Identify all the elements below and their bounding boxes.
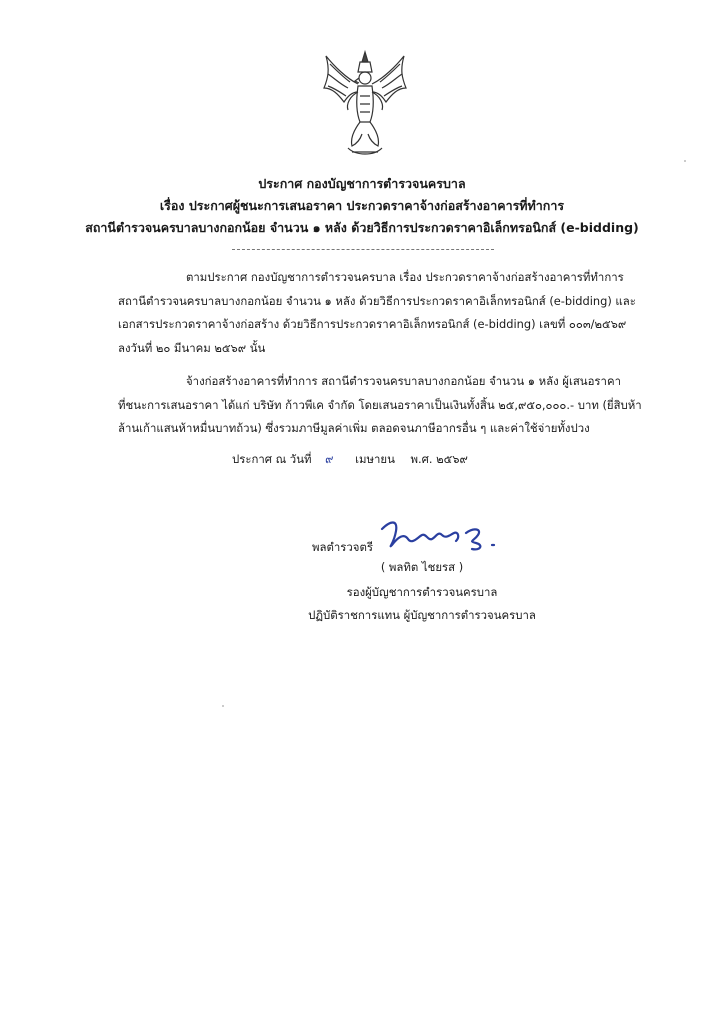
scan-speck <box>684 160 686 162</box>
date-prefix: ประกาศ ณ วันที่ <box>232 452 312 466</box>
date-month: เมษายน <box>355 452 395 466</box>
announcement-date <box>232 451 468 469</box>
announcement-subject-cont: สถานีตำรวจนครบาลบางกอกน้อย จำนวน ๑ หลัง ด้วยวิธีการประกวดราคาอิเล็กทรอนิกส์ (e-bidding) <box>85 220 639 235</box>
signer-position: รองผู้บัญชาการตำรวจนครบาล <box>346 585 498 599</box>
paragraph-2-line: ล้านเก้าแสนห้าหมื่นบาทถ้วน) ซึ่งรวมภาษีมูลค่าเพิ่ม ตลอดจนภาษีอากรอื่น ๆ และค่าใช้จ่ายทั้งปวง <box>118 421 590 435</box>
paragraph-1-line: เอกสารประกวดราคาจ้างก่อสร้าง ด้วยวิธีการประกวดราคาอิเล็กทรอนิกส์ (e-bidding) เลขที่ ๐๐๓/๒๕๖๙ <box>118 317 627 331</box>
announcement-subject: เรื่อง ประกาศผู้ชนะการเสนอราคา ประกวดราคาจ้างก่อสร้างอาคารที่ทำการ <box>159 198 565 213</box>
date-year: พ.ศ. ๒๕๖๙ <box>410 452 468 466</box>
handwritten-signature <box>376 515 516 563</box>
paragraph-1-line: ตามประกาศ กองบัญชาการตำรวจนครบาล เรื่อง ประกวดราคาจ้างก่อสร้างอาคารที่ทำการ <box>186 270 624 284</box>
paragraph-2 <box>118 370 658 441</box>
announcement-title: ประกาศ กองบัญชาการตำรวจนครบาล <box>258 176 466 191</box>
paragraph-1-line: สถานีตำรวจนครบาลบางกอกน้อย จำนวน ๑ หลัง ด้วยวิธีการประกวดราคาอิเล็กทรอนิกส์ (e-bidding) และ <box>118 293 636 308</box>
signer-rank: พลตำรวจตรี <box>312 540 373 554</box>
signer-name: ( พลทิต ไชยรส ) <box>380 560 464 574</box>
garuda-emblem-icon <box>322 48 408 158</box>
date-day: ๙ <box>325 452 334 466</box>
scan-speck <box>222 705 224 707</box>
signer-acting-position: ปฏิบัติราชการแทน ผู้บัญชาการตำรวจนครบาล <box>308 608 536 622</box>
paragraph-2-line: ที่ชนะการเสนอราคา ได้แก่ บริษัท ก้าวพีเค จำกัด โดยเสนอราคาเป็นเงินทั้งสิ้น ๒๕,๙๕๐,๐๐๐.- บาท (ยี่สิบห้า <box>118 397 642 412</box>
paragraph-2-line: จ้างก่อสร้างอาคารที่ทำการ สถานีตำรวจนครบาลบางกอกน้อย จำนวน ๑ หลัง ผู้เสนอราคา <box>186 374 621 388</box>
header-divider <box>232 249 494 250</box>
paragraph-1 <box>118 266 658 360</box>
paragraph-1-line: ลงวันที่ ๒๐ มีนาคม ๒๕๖๙ นั้น <box>118 340 266 355</box>
